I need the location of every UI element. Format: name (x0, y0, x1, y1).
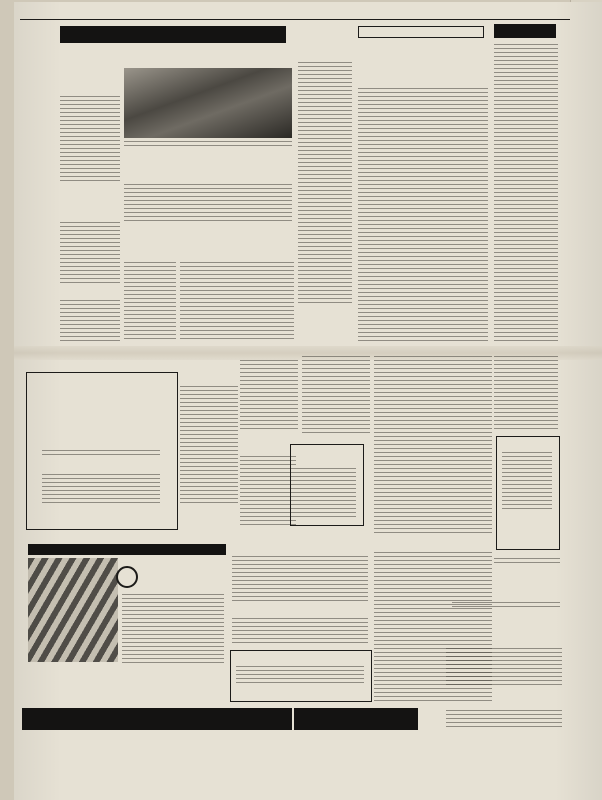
hrutef-text (180, 262, 294, 342)
ekspres-prize-1000-list (42, 474, 160, 504)
middle-text-b (302, 356, 370, 436)
iskra-ad (22, 708, 292, 730)
photo-caption (124, 141, 292, 147)
iskra-company (294, 708, 418, 730)
tesekkur-text (502, 452, 552, 512)
england-text (124, 262, 176, 342)
alman-text (452, 602, 560, 608)
kibris-text (60, 300, 120, 344)
madeni-kapi-text (232, 618, 368, 646)
eisenhower-text (124, 184, 292, 224)
world-news-banner (60, 26, 286, 43)
ny-bomb-text (60, 96, 120, 184)
middle-text-a (240, 360, 298, 430)
rabak-rods-illustration (28, 558, 118, 662)
urfa-notice-text (232, 556, 368, 602)
right-lower-text (494, 356, 558, 432)
hangi-metod-text (298, 62, 352, 304)
rabak-price-list (122, 594, 224, 664)
tuccar-text (494, 558, 560, 566)
america-text (60, 222, 120, 284)
masthead-rule (20, 19, 570, 20)
burdet-text (240, 456, 296, 526)
center-right-text (374, 356, 492, 536)
folklor-header (494, 24, 556, 38)
siemens-text (296, 468, 356, 518)
insaat-text (446, 710, 562, 728)
denizcilik-text (446, 648, 562, 688)
leaders-photo (124, 68, 292, 138)
ekspres-prize-5000-list (42, 450, 160, 458)
serbest-sutun-label (358, 26, 484, 38)
folklor-text (494, 44, 558, 342)
serbest-sutun-text (358, 88, 488, 342)
rabak-logo-icon (116, 566, 138, 588)
komunist-text (180, 386, 238, 506)
rabak-strip (28, 544, 226, 555)
ithalat-text (236, 666, 364, 686)
